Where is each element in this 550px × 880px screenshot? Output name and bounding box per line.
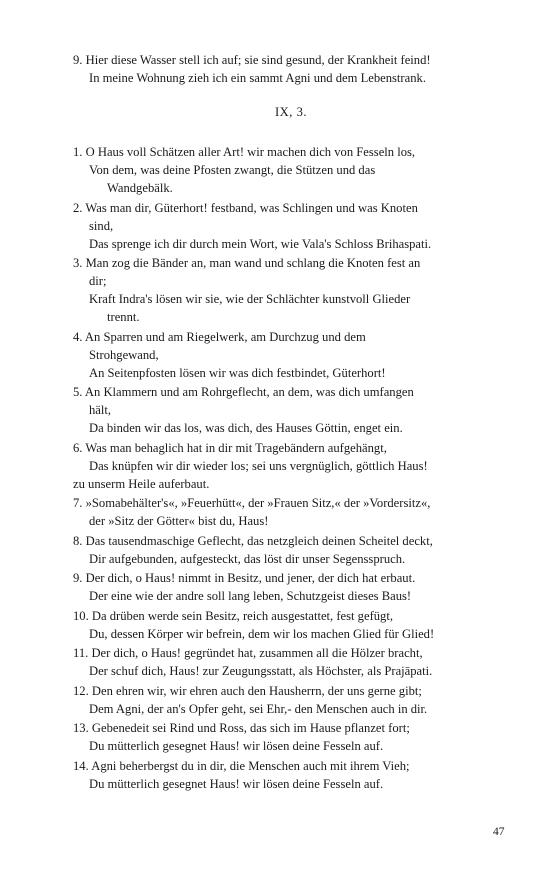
verse-number: 10. (73, 608, 89, 623)
verse-text: Der dich, o Haus! gegründet hat, zusammen all die Hölzer bracht, (91, 646, 423, 660)
page-body (73, 51, 509, 794)
verse-line: zu unserm Heile auferbaut. (73, 476, 210, 491)
verse-line: sind, (89, 218, 114, 233)
verse-line: Dir aufgebunden, aufgesteckt, das löst dir unser Segensspruch. (89, 551, 406, 566)
verse (73, 757, 509, 793)
verse (73, 199, 509, 253)
verse-text: Der dich, o Haus! nimmt in Besitz, und jener, der dich hat erbaut. (85, 571, 416, 585)
verse (73, 719, 509, 755)
verse (73, 328, 509, 382)
verse-number: 5. (73, 385, 83, 399)
verse-line: Der eine wie der andre soll lang leben, Schutzgeist dieses Baus! (89, 589, 412, 603)
page-number: 47 (493, 826, 505, 838)
verse-number: 7. (73, 496, 83, 510)
verse-number: 6. (73, 440, 83, 455)
verse (73, 607, 509, 643)
verse-line: Dem Agni, der an's Opfer geht, sei Ehr,- den Menschen auch in dir. (89, 701, 428, 716)
verse-line (73, 607, 509, 625)
verse-number: 11. (73, 646, 89, 660)
verse-line (73, 682, 509, 700)
verse-line: 9. Hier diese Wasser stell ich auf; sie sind gesund, der Krankheit feind! (73, 53, 431, 67)
verse (73, 682, 509, 718)
verse-line: Strohgewand, (89, 347, 159, 362)
verse (73, 532, 509, 568)
verse (73, 644, 509, 680)
verse (73, 143, 509, 197)
verse (73, 569, 509, 605)
verse-line (73, 757, 509, 775)
verse-number: 1. (73, 145, 83, 159)
verse-line: trennt. (107, 310, 140, 324)
verse-line: In meine Wohnung zieh ich ein sammt Agni und dem Lebenstrank. (89, 71, 426, 85)
verse-line: Der schuf dich, Haus! zur Zeugungsstatt, als Höchster, als Prajāpati. (89, 664, 433, 678)
verse-line: der »Sitz der Götter« bist du, Haus! (89, 514, 269, 528)
verse-line: Du mütterlich gesegnet Haus! wir lösen deine Fesseln auf. (89, 739, 384, 753)
verse-line (73, 143, 509, 161)
verse-text: An Sparren und am Riegelwerk, am Durchzug und dem (84, 329, 366, 344)
verse-line: dir; (89, 274, 107, 288)
verse-text: Was man behaglich hat in dir mit Tragebändern aufgehängt, (85, 440, 387, 455)
verse-line (73, 199, 509, 217)
verse-text: Was man dir, Güterhort! festband, was Schlingen und was Knoten (85, 200, 418, 215)
verse-line: Du, dessen Körper wir befrein, dem wir los machen Glied für Glied! (89, 626, 435, 641)
verse-number: 8. (73, 533, 83, 548)
verse-line: Das knüpfen wir dir wieder los; sei uns vergnüglich, göttlich Haus! (89, 458, 428, 473)
verse-text: Man zog die Bänder an, man wand und schlang die Knoten fest an (85, 256, 421, 270)
verse (73, 254, 509, 326)
verse-line (73, 383, 509, 401)
verse-number: 3. (73, 256, 83, 270)
verse-top (73, 51, 509, 87)
verse-text: »Somabehälter's«, »Feuerhütt«, der »Frauen Sitz,« der »Vordersitz«, (85, 496, 431, 510)
verse-number: 9. (73, 571, 83, 585)
verse-text: Da drüben werde sein Besitz, reich ausgestattet, fest gefügt, (91, 608, 394, 623)
verse-number: 13. (73, 721, 89, 735)
verse-line: Da binden wir das los, was dich, des Hauses Göttin, enget ein. (89, 421, 403, 435)
verse-text: O Haus voll Schätzen aller Art! wir machen dich von Fesseln los, (85, 145, 416, 159)
verse-line (73, 719, 509, 737)
verse-text: An Klammern und am Rohrgeflecht, an dem, was dich umfangen (84, 385, 414, 399)
section-heading: IX, 3. (274, 105, 308, 119)
verse-line: hält, (89, 403, 112, 417)
verse-line: Du mütterlich gesegnet Haus! wir lösen deine Fesseln auf. (89, 776, 384, 791)
verse-text: Den ehren wir, wir ehren auch den Hausherrn, der uns gerne gibt; (91, 683, 422, 698)
verse-line: Das sprenge ich dir durch mein Wort, wie Vala's Schloss Brihaspati. (89, 236, 432, 251)
verse-line (73, 644, 509, 662)
verse-line (73, 532, 509, 550)
verse-text: Gebenedeit sei Rind und Ross, das sich im Hause pflanzet fort; (91, 721, 410, 735)
verse (73, 494, 509, 530)
verse-line (73, 569, 509, 587)
verse-line (73, 254, 509, 272)
verse-number: 4. (73, 329, 83, 344)
verse-line: An Seitenpfosten lösen wir was dich festbindet, Güterhort! (89, 365, 386, 380)
verse-line: Wandgebälk. (107, 181, 173, 195)
verse-list (73, 143, 509, 793)
verse-line (73, 439, 509, 457)
verse-number: 2. (73, 200, 83, 215)
verse-text: Agni beherbergst du in dir, die Menschen auch mit ihrem Vieh; (91, 758, 410, 773)
verse-number: 14. (73, 758, 89, 773)
verse-number: 12. (73, 683, 89, 698)
verse (73, 383, 509, 437)
verse-line (73, 328, 509, 346)
verse-line (73, 494, 509, 512)
verse-line: Von dem, was deine Pfosten zwangt, die Stützen und das (89, 163, 376, 177)
verse-line: Kraft Indra's lösen wir sie, wie der Schlächter kunstvoll Glieder (89, 292, 411, 306)
verse-text: Das tausendmaschige Geflecht, das netzgleich deinen Scheitel deckt, (85, 533, 433, 548)
verse (73, 439, 509, 493)
